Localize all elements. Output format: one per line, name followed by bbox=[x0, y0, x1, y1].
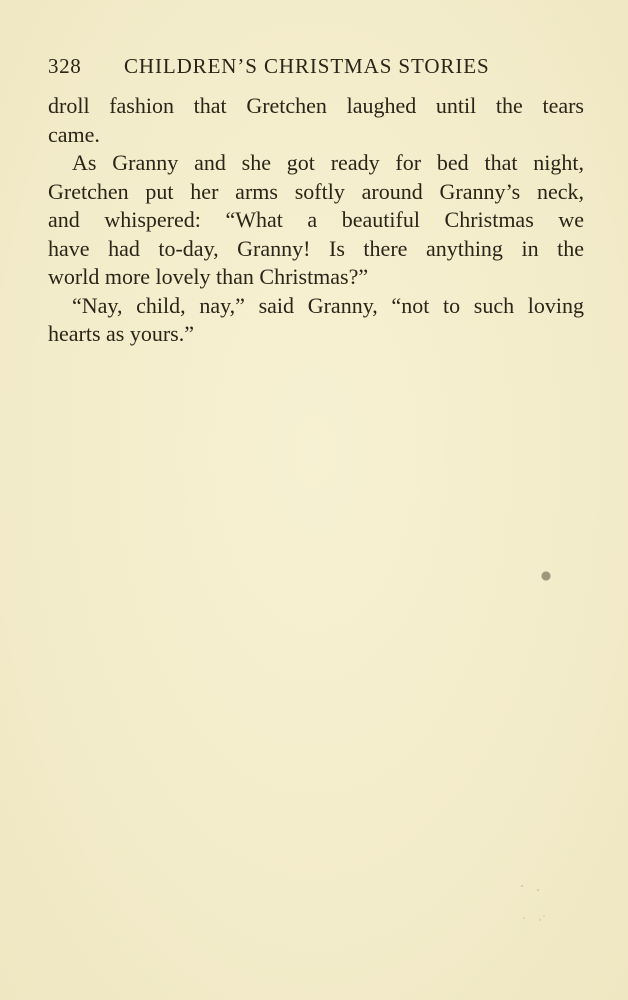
running-title: CHILDREN’S CHRISTMAS STORIES bbox=[124, 54, 490, 78]
text-line: “Nay, child, nay,” said Granny, “not to such loving bbox=[72, 292, 584, 318]
speck-marks-icon bbox=[518, 880, 558, 930]
running-header bbox=[48, 50, 588, 84]
text-line: and whispered: “What a beautiful Christmas we bbox=[48, 207, 584, 232]
text-line: As Granny and she got ready for bed that night, bbox=[72, 150, 584, 175]
text-line: came. bbox=[48, 121, 100, 147]
text-line: have had to-day, Granny! Is there anything in the bbox=[48, 235, 584, 261]
text-line: world more lovely than Christmas?” bbox=[48, 264, 369, 289]
body-text bbox=[48, 92, 584, 349]
text-line: hearts as yours.” bbox=[48, 321, 195, 346]
page-number: 328 bbox=[48, 54, 82, 78]
text-line: Gretchen put her arms softly around Granny’s neck, bbox=[48, 178, 584, 204]
paper-specks bbox=[518, 880, 558, 930]
text-line: droll fashion that Gretchen laughed until the tears bbox=[48, 93, 584, 118]
